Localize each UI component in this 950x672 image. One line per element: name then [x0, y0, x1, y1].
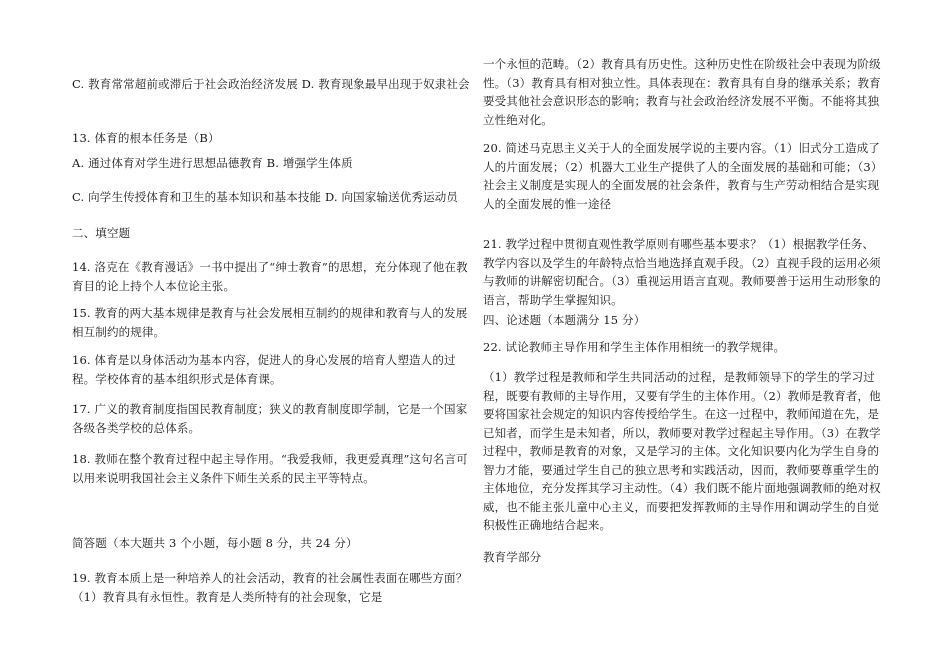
question-19-continued: 一个永恒的范畴。（2）教育具有历史性。这种历史性在阶级社会中表现为阶级性。（3）教育具有相对独立性。具体表现在：教育具有自身的继承关系；教育要受其他社会意识形态的影响；教育与社会政治经济发展不平衡。不能将其独立性绝对化。	[483, 57, 881, 127]
question-13-options-ab: A. 通过体育对学生进行思想品德教育 B. 增强学生体质	[72, 156, 353, 170]
question-19-start: 19. 教育本质上是一种培养人的社会活动，教育的社会属性表面在哪些方面？（1）教育具有永恒性。教育是人类所特有的社会现象，它是	[72, 571, 468, 604]
option-line-cd: C. 教育常常超前或滞后于社会政治经济发展 D. 教育现象最早出现于奴隶社会	[72, 77, 470, 91]
question-13-options-cd: C. 向学生传授体育和卫生的基本知识和基本技能 D. 向国家输送优秀运动员	[72, 190, 459, 204]
question-21: 21. 教学过程中贯彻直观性教学原则有哪些基本要求？（1）根据教学任务、教学内容以及学生的年龄特点恰当地选择直观手段。（2）直视手段的运用必须与教师的讲解密切配合。（3）重视运用语言直观。教师要善于运用生动形象的语言，帮助学生掌握知识。	[483, 237, 881, 307]
section-heading-fill-blank: 二、填空题	[72, 226, 131, 240]
question-17: 17. 广义的教育制度指国民教育制度；狭义的教育制度即学制，它是一个国家各级各类学校的总体系。	[72, 402, 468, 435]
section-heading-short-answer: 简答题（本大题共 3 个小题，每小题 8 分，共 24 分）	[72, 536, 358, 550]
question-22-answer: （1）教学过程是教师和学生共同活动的过程，是教师领导下的学生的学习过程，既要有教师的主导作用，又要有学生的主体作用。（2）教师是教育者，他要将国家社会规定的知识内容传授给学生。在这一过程中，教师闻道在先，是已知者，而学生是未知者，所以，教师要对教学过程起主导作用。（3）在教学过程中，教师是教育的对象，又是学习的主体。文化知识要内化为学生自身的智力才能，要通过学生自己的独立思考和实践活动，因而，教师要尊重学生的主体地位，充分发挥其学习主动性。（4）我们既不能片面地强调教师的绝对权威，也不能主张儿童中心主义，而要把发挥教师的主导作用和调动学生的自觉积极性正确地结合起来。	[483, 370, 881, 532]
question-18: 18. 教师在整个教育过程中起主导作用。“我爱我师，我更爱真理”这句名言可以用来说明我国社会主义条件下师生关系的民主平等特点。	[72, 452, 468, 485]
section-label-pedagogy: 教育学部分	[483, 550, 542, 564]
section-heading-essay: 四、论述题（本题满分 15 分）	[483, 313, 646, 327]
question-14: 14. 洛克在《教育漫话》一书中提出了“绅士教育”的思想，充分体现了他在教育目的论上持个人本位论主张。	[72, 260, 468, 293]
question-13: 13. 体育的根本任务是（B）	[72, 131, 220, 145]
question-20: 20. 简述马克思主义关于人的全面发展学说的主要内容。（1）旧式分工造成了人的片面发展；（2）机器大工业生产提供了人的全面发展的基础和可能；（3）社会主义制度是实现人的全面发展的社会条件，教育与生产劳动相结合是实现人的全面发展的惟一途径	[483, 141, 883, 211]
question-22: 22. 试论教师主导作用和学生主体作用相统一的教学规律。	[483, 340, 786, 354]
question-15: 15. 教育的两大基本规律是教育与社会发展相互制约的规律和教育与人的发展相互制约的规律。	[72, 306, 468, 339]
question-16: 16. 体育是以身体活动为基本内容，促进人的身心发展的培育人塑造人的过程。学校体育的基本组织形式是体育课。	[72, 353, 456, 386]
